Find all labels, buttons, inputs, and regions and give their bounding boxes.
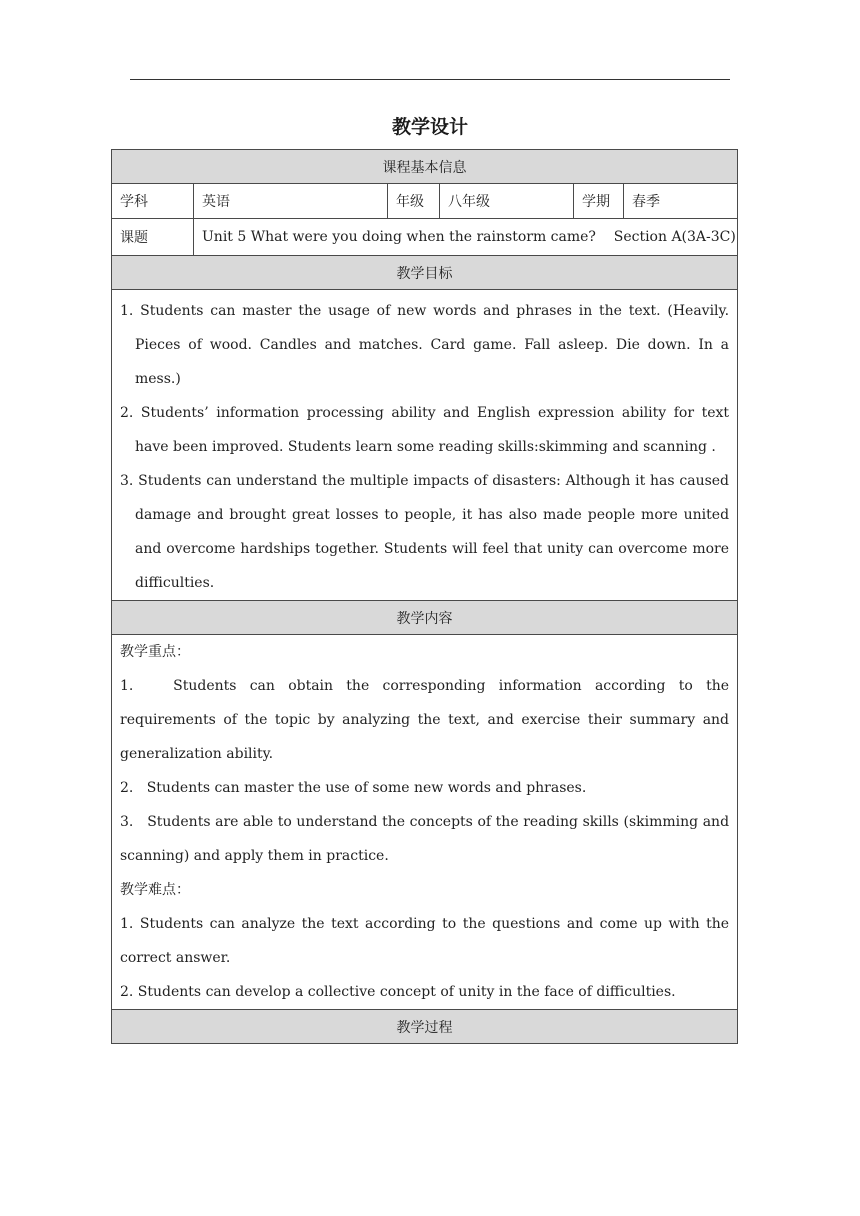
- topic-value: Unit 5 What were you doing when the rainstorm came? Section A(3A-3C): [194, 219, 738, 256]
- key-point-item: 3. Students are able to understand the concepts of the reading skills (skimming and scanning) and apply them in practice.: [120, 814, 734, 864]
- process-heading: 教学过程: [112, 1010, 738, 1044]
- objective-item: 1. Students can master the usage of new words and phrases in the text. (Heavily. Pieces of wood. Candles and matches. Card game. Fall asleep. Die down. In a mess.): [120, 303, 730, 387]
- key-points-label: 教学重点：: [120, 644, 190, 660]
- objectives-cell: [112, 290, 738, 601]
- key-point-item: 1. Students can obtain the corresponding information according to the requirements of the topic by analyzing the text, and exercise their summary and generalization ability.: [120, 678, 734, 762]
- objective-item: 3. Students can understand the multiple impacts of disasters: Although it has caused damage and brought great losses to people, it has also made people more united and overcome hardships together. Students will feel that unity can overcome more difficulties.: [120, 473, 730, 591]
- content-heading-row: [112, 601, 738, 635]
- header-rule: [130, 79, 730, 80]
- basic-info-heading: 课程基本信息: [112, 150, 738, 184]
- objectives-heading: 教学目标: [112, 256, 738, 290]
- content-heading: 教学内容: [112, 601, 738, 635]
- subject-value: 英语: [194, 184, 388, 219]
- content-cell: [112, 635, 738, 1010]
- objective-item: 2. Students’ information processing ability and English expression ability for text have been improved. Students learn some reading skills:skimming and scanning .: [120, 405, 730, 455]
- term-value: 春季: [624, 184, 738, 219]
- topic-label: 课题: [112, 219, 194, 256]
- lesson-plan-table: [111, 149, 738, 1044]
- content-row: [112, 635, 738, 1010]
- term-label: 学期: [574, 184, 624, 219]
- objectives-row: [112, 290, 738, 601]
- basic-info-heading-row: [112, 150, 738, 184]
- process-heading-row: [112, 1010, 738, 1044]
- topic-row: [112, 219, 738, 256]
- objectives-heading-row: [112, 256, 738, 290]
- document-title: 教学设计: [391, 116, 468, 138]
- subject-label: 学科: [112, 184, 194, 219]
- difficulties-label: 教学难点：: [120, 882, 190, 898]
- difficulty-item: 2. Students can develop a collective concept of unity in the face of difficulties.: [120, 984, 676, 1000]
- key-point-item: 2. Students can master the use of some new words and phrases.: [120, 780, 587, 796]
- grade-value: 八年级: [440, 184, 574, 219]
- grade-label: 年级: [388, 184, 440, 219]
- difficulty-item: 1. Students can analyze the text according to the questions and come up with the correct answer.: [120, 916, 730, 966]
- subject-row: [112, 184, 738, 219]
